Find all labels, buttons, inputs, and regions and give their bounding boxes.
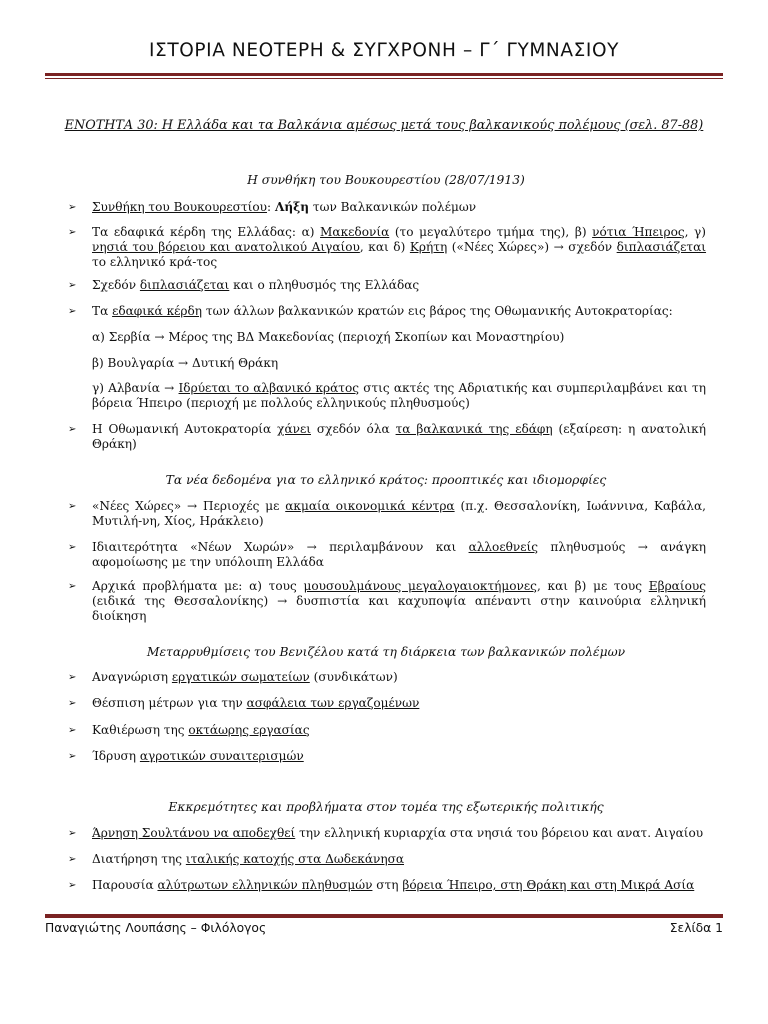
bullet-arrow-icon: ➢: [68, 880, 77, 891]
text-run: Εβραίους: [648, 579, 706, 593]
text-run: αγροτικών συναιτερισμών: [139, 749, 304, 763]
text-run: οκτάωρης εργασίας: [188, 723, 310, 737]
bullet-arrow-icon: ➢: [68, 725, 77, 736]
text-run: Παρουσία: [92, 878, 158, 892]
section-title-foreign-policy: Εκκρεμότητες και προβλήματα στον τομέα της εξωτερικής πολιτικής: [168, 800, 604, 814]
text-run: Ίδρυση: [92, 749, 140, 763]
document-header-title: ΙΣΤΟΡΙΑ ΝΕΟΤΕΡΗ & ΣΥΓΧΡΟΝΗ – Γ΄ ΓΥΜΝΑΣΙΟΥ: [148, 40, 620, 61]
text-run: Ιδρύεται το αλβανικό κράτος: [178, 381, 360, 395]
text-run: αλύτρωτων ελληνικών πληθυσμών: [157, 878, 373, 892]
text-run: τα βαλκανικά της εδάφη: [395, 422, 553, 436]
sub-item: [92, 381, 706, 411]
text-run: χάνει: [277, 422, 311, 436]
list-item: [66, 200, 706, 215]
text-run: Αρχικά προβλήματα με: α) τους: [92, 579, 304, 593]
bullet-arrow-icon: ➢: [68, 581, 77, 592]
bullet-arrow-icon: ➢: [68, 424, 77, 435]
text-run: ακμαία οικονομικά κέντρα: [285, 499, 455, 513]
list-item: [66, 499, 706, 529]
text-run: Κρήτη: [409, 240, 448, 254]
text-run: , και β) με τους: [536, 579, 649, 593]
list-item: [66, 278, 706, 293]
text-run: Θέσπιση μέτρων για την: [92, 696, 247, 710]
text-run: Τα: [92, 304, 113, 318]
list-item: [66, 749, 706, 764]
text-run: στις ακτές της Αδριατικής και συμπεριλαμβάνει και τη βόρεια Ήπειρο (περιοχή με πολλούς ελληνικούς πληθυσμούς): [92, 381, 706, 410]
text-run: , και δ): [359, 240, 410, 254]
footer-page-number: Σελίδα 1: [669, 921, 723, 935]
list-item: [66, 696, 706, 711]
text-run: («Νέες Χώρες») → σχεδόν: [447, 240, 617, 254]
text-run: ιταλικής κατοχής στα Δωδεκάνησα: [185, 852, 405, 866]
list-item: [66, 304, 706, 319]
text-run: Σχεδόν: [92, 278, 140, 292]
text-run: Άρνηση Σουλτάνου να αποδεχθεί: [92, 826, 296, 840]
text-run: (το μεγαλύτερο τμήμα της), β): [389, 225, 593, 239]
bullet-arrow-icon: ➢: [68, 280, 77, 291]
text-run: Αναγνώριση: [92, 670, 172, 684]
text-run: Διατήρηση της: [92, 852, 186, 866]
text-run: σχεδόν όλα: [310, 422, 396, 436]
text-run: και ο πληθυσμός της Ελλάδας: [229, 278, 420, 292]
bullet-arrow-icon: ➢: [68, 542, 77, 553]
bullet-arrow-icon: ➢: [68, 828, 77, 839]
text-run: νότια Ήπειρος: [592, 225, 685, 239]
bullet-arrow-icon: ➢: [68, 698, 77, 709]
text-run: Λήξη: [274, 200, 310, 214]
text-run: διπλασιάζεται: [616, 240, 707, 254]
list-item: [66, 826, 706, 841]
text-run: των Βαλκανικών πολέμων: [309, 200, 477, 214]
footer-author: Παναγιώτης Λουπάσης – Φιλόλογος: [45, 921, 267, 935]
bullet-arrow-icon: ➢: [68, 306, 77, 317]
text-run: α) Σερβία → Μέρος της ΒΔ Μακεδονίας (περιοχή Σκοπίων και Μοναστηρίου): [92, 330, 565, 344]
text-run: (ειδικά της Θεσσαλονίκης) → δυσπιστία και καχυποψία απέναντι στην καινούρια ελληνική διοίκηση: [92, 594, 706, 623]
bullet-arrow-icon: ➢: [68, 227, 77, 238]
text-run: διπλασιάζεται: [139, 278, 230, 292]
list-item: [66, 422, 706, 452]
text-run: των άλλων βαλκανικών κρατών εις βάρος της Οθωμανικής Αυτοκρατορίας:: [202, 304, 673, 318]
section-title-reforms: Μεταρρυθμίσεις του Βενιζέλου κατά τη διάρκεια των βαλκανικών πολέμων: [146, 645, 626, 659]
text-run: (π.χ. Θεσσαλονίκη, Ιωάννινα, Καβάλα, Μυτιλή-νη, Χίος, Ηράκλειο): [92, 499, 706, 528]
text-run: Η Οθωμανική Αυτοκρατορία: [92, 422, 278, 436]
text-run: μουσουλμάνους μεγαλογαιοκτήμονες: [303, 579, 537, 593]
text-run: Ιδιαιτερότητα «Νέων Χωρών» → περιλαμβάνουν και: [92, 540, 469, 554]
text-run: Καθιέρωση της: [92, 723, 189, 737]
unit-title: ΕΝΟΤΗΤΑ 30: Η Ελλάδα και τα Βαλκάνια αμέσως μετά τους βαλκανικούς πολέμους (σελ. 87-88): [64, 118, 704, 133]
footer-divider: [45, 914, 723, 920]
text-run: β) Βουλγαρία → Δυτική Θράκη: [92, 356, 279, 370]
text-run: την ελληνική κυριαρχία στα νησιά του βόρειου και ανατ. Αιγαίου: [295, 826, 704, 840]
header-divider: [45, 73, 723, 79]
text-run: :: [267, 200, 275, 214]
text-run: Μακεδονία: [320, 225, 390, 239]
list-item: [66, 579, 706, 624]
text-run: Τα εδαφικά κέρδη της Ελλάδας: α): [92, 225, 321, 239]
text-run: πληθυσμούς → ανάγκη αφομοίωσης με την υπόλοιπη Ελλάδα: [92, 540, 706, 569]
text-run: ασφάλεια των εργαζομένων: [246, 696, 420, 710]
text-run: (συνδικάτων): [309, 670, 398, 684]
text-run: στη: [372, 878, 403, 892]
section-title-treaty: Η συνθήκη του Βουκουρεστίου (28/07/1913): [247, 173, 525, 187]
list-item: [66, 723, 706, 738]
sub-item: [92, 330, 706, 345]
list-item: [66, 670, 706, 685]
text-run: γ) Αλβανία →: [92, 381, 179, 395]
bullet-arrow-icon: ➢: [68, 501, 77, 512]
text-run: το ελληνικό κρά-τος: [92, 255, 218, 269]
bullet-arrow-icon: ➢: [68, 751, 77, 762]
bullet-arrow-icon: ➢: [68, 202, 77, 213]
bullet-arrow-icon: ➢: [68, 854, 77, 865]
text-run: «Νέες Χώρες» → Περιοχές με: [92, 499, 286, 513]
list-item: [66, 878, 706, 893]
text-run: νησιά του βόρειου και ανατολικού Αιγαίου: [92, 240, 360, 254]
text-run: (εξαίρεση: η ανατολική Θράκη): [92, 422, 706, 451]
text-run: αλλοεθνείς: [468, 540, 539, 554]
list-item: [66, 852, 706, 867]
section-title-new-data: Τα νέα δεδομένα για το ελληνικό κράτος: προοπτικές και ιδιομορφίες: [165, 473, 607, 487]
bullet-arrow-icon: ➢: [68, 672, 77, 683]
text-run: Συνθήκη του Βουκουρεστίου: [92, 200, 268, 214]
text-run: εδαφικά κέρδη: [112, 304, 203, 318]
text-run: εργατικών σωματείων: [171, 670, 310, 684]
list-item: [66, 225, 706, 270]
sub-item: [92, 356, 706, 371]
text-run: , γ): [684, 225, 706, 239]
list-item: [66, 540, 706, 570]
text-run: βόρεια Ήπειρο, στη Θράκη και στη Μικρά Ασία: [402, 878, 695, 892]
